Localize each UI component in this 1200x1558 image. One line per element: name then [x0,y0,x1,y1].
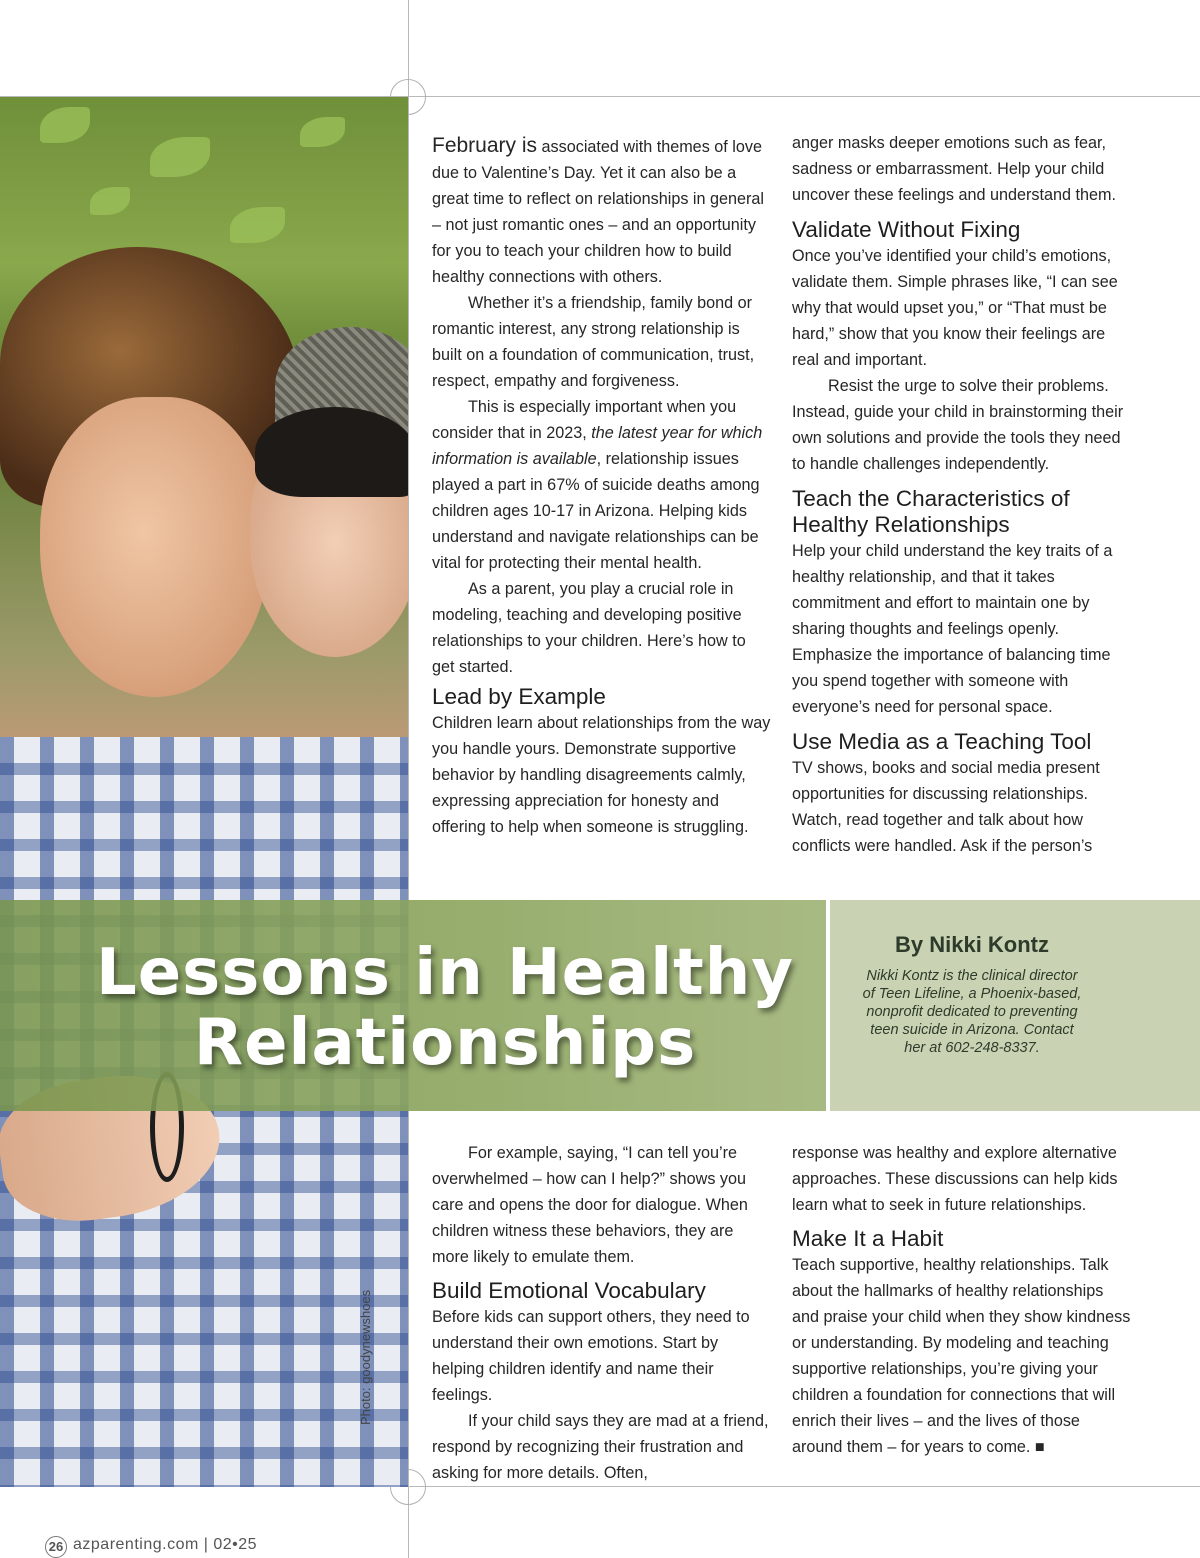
lead-word: February is [432,134,538,157]
paragraph: Help your child understand the key traits of a healthy relationship, and that it takes commitment and effort to maintain one by sharing thoughts and feelings openly. Emphasize the importance of balancing time you spend together with someone with everyone’s need for personal space. [792,542,1113,716]
title-line: Lessons in Healthy [95,936,795,1010]
intro-paragraph [432,133,772,290]
article-column-right-top [792,130,1134,859]
paragraph: Resist the urge to solve their problems. Instead, guide your child in brainstorming their own solutions and provide the tools they need to handle challenges independently. [792,377,1124,473]
article-column-right-bottom [792,1140,1134,1460]
paragraph: Teach supportive, healthy relationships. Talk about the hallmarks of healthy relationships and praise your child when they show kindness or understanding. By modeling and teaching supportive relationships, you’re giving your children a foundation for connections that will enrich their lives – and the lives of those around them – for years to come. ■ [792,1256,1131,1456]
section-heading-media: Use Media as a Teaching Tool [792,729,1092,754]
hero-photo [0,97,408,1487]
paragraph: For example, saying, “I can tell you’re overwhelmed – how can I help?” shows you care and opens the door for dialogue. When children witness these behaviors, they are more likely to emulate them. [432,1144,748,1266]
title-line: Relationships [193,1006,697,1080]
paragraph: Children learn about relationships from the way you handle yours. Demonstrate supportive behavior by handling disagreements calmly, expressing appreciation for honesty and offering to help when someone is struggling. [432,714,771,836]
intro-text: associated with themes of love due to Valentine’s Day. Yet it can also be a great time to reflect on relationships in general – not just romantic ones – and an opportunity for you to teach your children how to build healthy connections with others. [432,138,765,286]
page-number-badge: 26 [45,1536,67,1558]
section-heading-lead-by-example: Lead by Example [432,684,606,709]
section-heading-teach: Teach the Characteristics of Healthy Relationships [792,486,1070,537]
paragraph-text: , relationship issues played a part in 67% of suicide deaths among children ages 10-17 in Arizona. Helping kids understand and navigate relationships can be vital for protecting their mental health. [432,450,760,572]
paragraph: If your child says they are mad at a friend, respond by recognizing their frustration and asking for more details. Often, [432,1412,769,1482]
paragraph: Before kids can support others, they need to understand their own emotions. Start by helping children identify and name their feelings. [432,1308,750,1404]
article-column-left-top [432,133,772,840]
section-heading-vocabulary: Build Emotional Vocabulary [432,1278,706,1303]
paragraph: response was healthy and explore alternative approaches. These discussions can help kids learn what to seek in future relationships. [792,1144,1118,1214]
footer-text: azparenting.com | 02•25 [73,1536,258,1553]
article-column-left-bottom [432,1140,772,1486]
section-heading-validate: Validate Without Fixing [792,217,1021,242]
column-guide-line [408,0,409,1558]
author-bio: Nikki Kontz is the clinical director of Teen Lifeline, a Phoenix-based, nonprofit dedicated to preventing teen suicide in Arizona. Contact her at 602-248-8337. [862,968,1082,1056]
paragraph-text: This is especially important when you consider that in 2023, [432,398,737,442]
paragraph-italic-text: the latest year for which information is available [432,424,763,468]
paragraph: As a parent, you play a crucial role in modeling, teaching and developing positive relationships to your children. Here’s how to get started. [432,580,746,676]
paragraph: Whether it’s a friendship, family bond or romantic interest, any strong relationship is built on a foundation of communication, trust, respect, empathy and forgiveness. [432,294,755,390]
byline: By Nikki Kontz [894,932,1050,957]
article-title [0,938,890,1078]
photo-credit: Photo: goodynewshoes [358,1289,373,1425]
paragraph [432,394,772,576]
paragraph: Once you’ve identified your child’s emotions, validate them. Simple phrases like, “I can see why that would upset you,” or “That must be hard,” show that you know their feelings are real and important. [792,247,1118,369]
paragraph: anger masks deeper emotions such as fear, sadness or embarrassment. Help your child uncover these feelings and understand them. [792,134,1116,204]
paragraph: TV shows, books and social media present opportunities for discussing relationships. Watch, read together and talk about how conflicts were handled. Ask if the person’s [792,759,1100,855]
section-heading-habit: Make It a Habit [792,1226,944,1251]
